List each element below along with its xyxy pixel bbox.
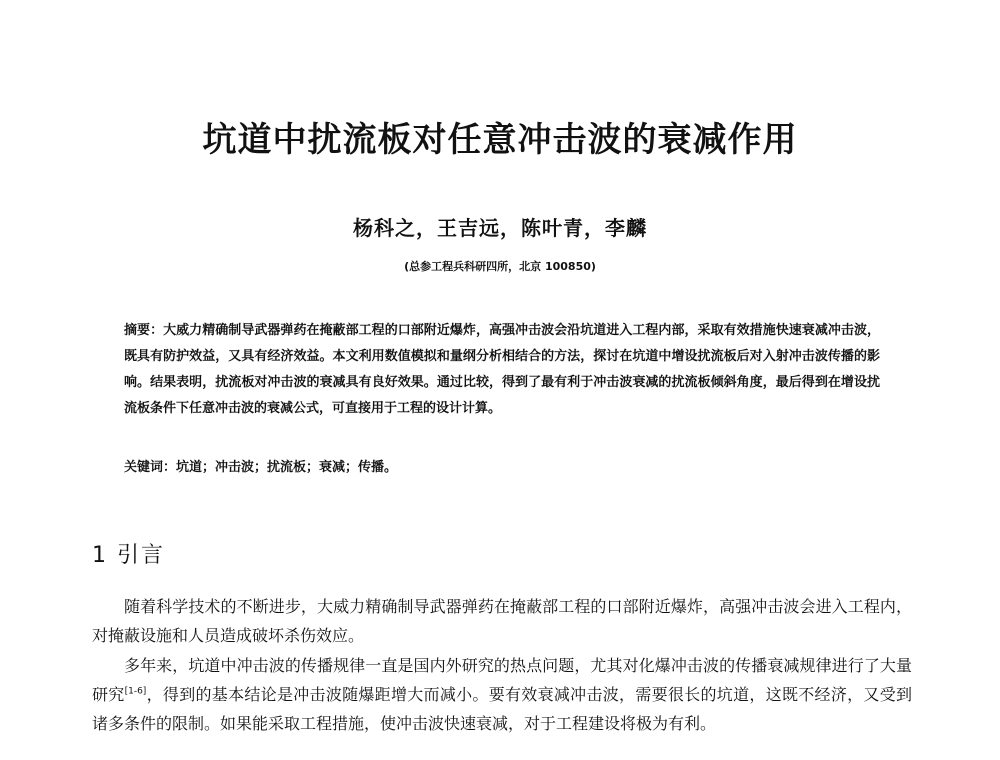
section-heading-introduction: 1 引言 <box>92 543 165 568</box>
intro-paragraph-1: 随着科学技术的不断进步，大威力精确制导武器弹药在掩蔽部工程的口部附近爆炸，高强冲击波会进入工程内，对掩蔽设施和人员造成破坏杀伤效应。 <box>92 597 912 645</box>
intro-paragraph-2-text-a: 多年来，坑道中冲击波的传播规律一直是国内外研究的热点问题，尤其对化爆冲击波的传播衰减规律进行了大量研究 <box>92 656 912 704</box>
intro-paragraph-2-text-b: ，得到的基本结论是冲击波随爆距增大而减小。要有效衰减冲击波，需要很长的坑道，这既不经济，又受到诸多条件的限制。如果能采取工程措施，使冲击波快速衰减，对于工程建设将极为有利。 <box>92 685 912 733</box>
abstract-text: 摘要：大威力精确制导武器弹药在掩蔽部工程的口部附近爆炸，高强冲击波会沿坑道进入工程内部，采取有效措施快速衰减冲击波，既具有防护效益，又具有经济效益。本文利用数值模拟和量纲分析相结合的方法，探讨在坑道中增设扰流板后对入射冲击波传播的影响。结果表明，扰流板对冲击波的衰减具有良好效果。通过比较，得到了最有利于冲击波衰减的扰流板倾斜角度，最后得到在增设扰流板条件下任意冲击波的衰减公式，可直接用于工程的设计计算。 <box>124 323 880 416</box>
citation-reference: [1-6] <box>124 686 147 697</box>
paper-title: 坑道中扰流板对任意冲击波的衰减作用 <box>202 120 798 160</box>
keywords: 关键词：坑道；冲击波；扰流板；衰减；传播。 <box>124 460 398 475</box>
affiliation: (总参工程兵科研四所，北京 100850) <box>404 260 596 273</box>
intro-paragraph-2 <box>92 651 912 738</box>
author-list: 杨科之，王吉远，陈叶青，李麟 <box>353 216 647 240</box>
